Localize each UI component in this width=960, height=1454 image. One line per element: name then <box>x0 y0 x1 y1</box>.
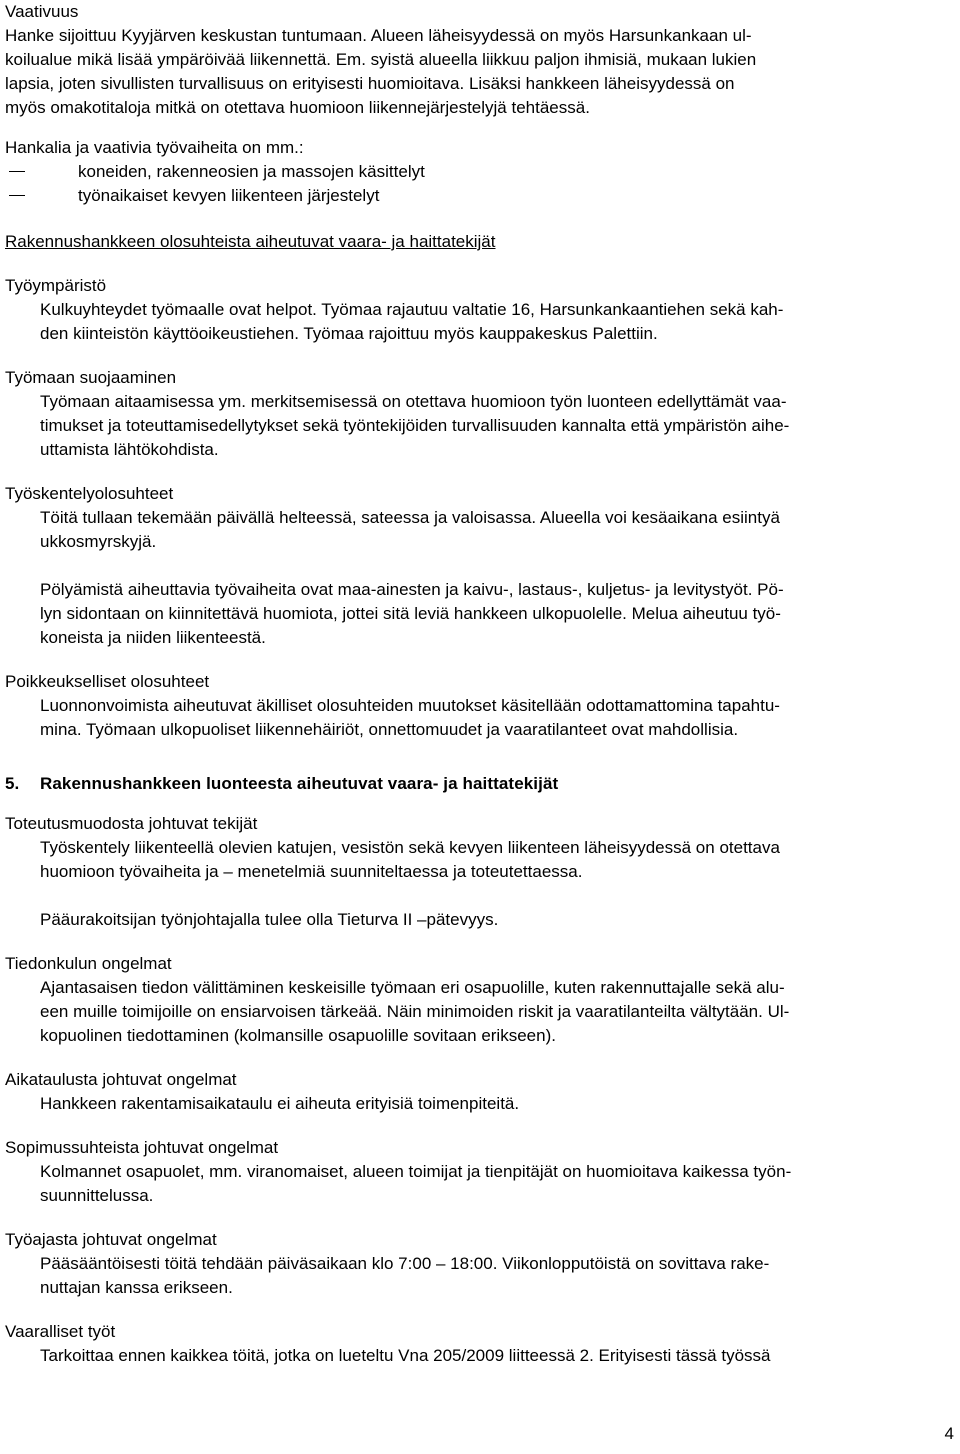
paragraph-line: Hankkeen rakentamisaikataulu ei aiheuta erityisiä toimenpiteitä. <box>40 1094 520 1113</box>
section-heading: Poikkeukselliset olosuhteet <box>5 672 210 691</box>
paragraph-line: Pölyämistä aiheuttavia työvaiheita ovat maa-ainesten ja kaivu-, lastaus-, kuljetus- ja levitystyöt. Pö- <box>40 580 784 599</box>
section-toteutusmuoto <box>5 812 953 932</box>
paragraph-line: Töitä tullaan tekemään päivällä helteessä, sateessa ja valoisassa. Alueella voi kesäaikana esiintyä <box>40 508 780 527</box>
section-heading: Tiedonkulun ongelmat <box>5 954 172 973</box>
section-heading: Toteutusmuodosta johtuvat tekijät <box>5 814 258 833</box>
section-heading: Työympäristö <box>5 276 107 295</box>
bullet-item: koneiden, rakenneosien ja massojen käsittelyt <box>5 160 953 184</box>
section-hankalia <box>5 136 953 208</box>
paragraph-line: koneista ja niiden liikenteestä. <box>40 628 266 647</box>
section-heading: Työajasta johtuvat ongelmat <box>5 1230 217 1249</box>
section-heading: Hankalia ja vaativia työvaiheita on mm.: <box>5 138 304 157</box>
paragraph-line: Kulkuyhteydet työmaalle ovat helpot. Työmaa rajautuu valtatie 16, Harsunkankaantiehen sekä kah- <box>40 300 784 319</box>
chapter-number: 5. <box>5 774 20 793</box>
section-heading: Sopimussuhteista johtuvat ongelmat <box>5 1138 279 1157</box>
paragraph-line: ukkosmyrskyjä. <box>40 532 157 551</box>
document-page <box>5 0 953 1368</box>
section-heading: Aikataulusta johtuvat ongelmat <box>5 1070 237 1089</box>
paragraph-line: Ajantasaisen tiedon välittäminen keskeisille työmaan eri osapuolille, kuten rakennuttajalle sekä alu- <box>40 978 785 997</box>
paragraph-line: Pääsääntöisesti töitä tehdään päiväsaikaan klo 7:00 – 18:00. Viikonlopputöistä on sovittava rake- <box>40 1254 770 1273</box>
paragraph-line: een muille toimijoille on ensiarvoisen tärkeää. Näin minimoiden riskit ja vaaratilanteilta vältytään. Ul- <box>40 1002 790 1021</box>
paragraph-line: timukset ja toteuttamisedellytykset sekä työntekijöiden turvallisuuden kannalta että ympäristön aihe- <box>40 416 790 435</box>
dash-bullet-icon <box>9 195 25 196</box>
paragraph-line: uttamista lähtökohdista. <box>40 440 219 459</box>
paragraph-line: Hanke sijoittuu Kyyjärven keskustan tuntumaan. Alueen läheisyydessä on myös Harsunkankaan ul- <box>5 26 752 45</box>
section-heading: Vaaralliset työt <box>5 1322 116 1341</box>
section-tyoaika <box>5 1228 953 1300</box>
section-suojaaminen <box>5 366 953 462</box>
paragraph-line: Työmaan aitaamisessa ym. merkitsemisessä on otettava huomioon työn luonteen edellyttämät vaa- <box>40 392 787 411</box>
paragraph-line: kopuolinen tiedottaminen (kolmansille osapuolille sovitaan erikseen). <box>40 1026 556 1045</box>
section-tyoskentelyolosuhteet <box>5 482 953 650</box>
paragraph-line: Kolmannet osapuolet, mm. viranomaiset, alueen toimijat ja tienpitäjät on huomioitava kaikessa työn- <box>40 1162 792 1181</box>
section-vaativuus <box>5 0 953 120</box>
section-poikkeukselliset <box>5 670 953 742</box>
section-heading: Työmaan suojaaminen <box>5 368 177 387</box>
section-sopimus <box>5 1136 953 1208</box>
paragraph-line: Tarkoittaa ennen kaikkea töitä, jotka on lueteltu Vna 205/2009 liitteessä 2. Erityisesti tässä työssä <box>40 1346 771 1365</box>
paragraph-line: nuttajan kanssa erikseen. <box>40 1278 233 1297</box>
paragraph-line: suunnittelussa. <box>40 1186 154 1205</box>
paragraph-line: lyn sidontaan on kiinnitettävä huomiota, jottei sitä leviä hankkeen ulkopuolelle. Melua aiheutuu työ- <box>40 604 781 623</box>
section-vaaralliset <box>5 1320 953 1368</box>
section-tiedonkulku <box>5 952 953 1048</box>
section-heading: Työskentelyolosuhteet <box>5 484 174 503</box>
paragraph-line: Luonnonvoimista aiheutuvat äkilliset olosuhteiden muutokset käsitellään odottamattomina tapahtu- <box>40 696 780 715</box>
paragraph-line: lapsia, joten sivullisten turvallisuus on erityisesti huomioitava. Lisäksi hankkeen läheisyydessä on <box>5 74 735 93</box>
dash-bullet-icon <box>9 171 25 172</box>
section-aikataulu <box>5 1068 953 1116</box>
page-number: 4 <box>944 1424 954 1443</box>
underlined-heading: Rakennushankkeen olosuhteista aiheutuvat vaara- ja haittatekijät <box>5 232 496 251</box>
paragraph-line: koilualue mikä lisää ympäröivää liikennettä. Em. syistä alueella liikkuu paljon ihmisiä, mukaan lukien <box>5 50 757 69</box>
chapter-title: Rakennushankkeen luonteesta aiheutuvat vaara- ja haittatekijät <box>40 774 559 793</box>
paragraph-line: Pääurakoitsijan työnjohtajalla tulee olla Tieturva II –pätevyys. <box>40 910 499 929</box>
paragraph-line: mina. Työmaan ulkopuoliset liikennehäiriöt, onnettomuudet ja vaaratilanteet ovat mahdollisia. <box>40 720 739 739</box>
chapter-heading <box>5 772 953 796</box>
paragraph-line: huomioon työvaiheita ja – menetelmiä suunniteltaessa ja toteutettaessa. <box>40 862 583 881</box>
paragraph-line: myös omakotitaloja mitkä on otettava huomioon liikennejärjestelyjä tehtäessä. <box>5 98 590 117</box>
paragraph-line: Työskentely liikenteellä olevien katujen, vesistön sekä kevyen liikenteen läheisyydessä on otettava <box>40 838 780 857</box>
section-tyoymparisto <box>5 274 953 346</box>
paragraph-line: den kiinteistön käyttöoikeustiehen. Työmaa rajoittuu myös kauppakeskus Palettiin. <box>40 324 658 343</box>
section-heading: Vaativuus <box>5 2 79 21</box>
bullet-item: työnaikaiset kevyen liikenteen järjestelyt <box>5 184 953 208</box>
